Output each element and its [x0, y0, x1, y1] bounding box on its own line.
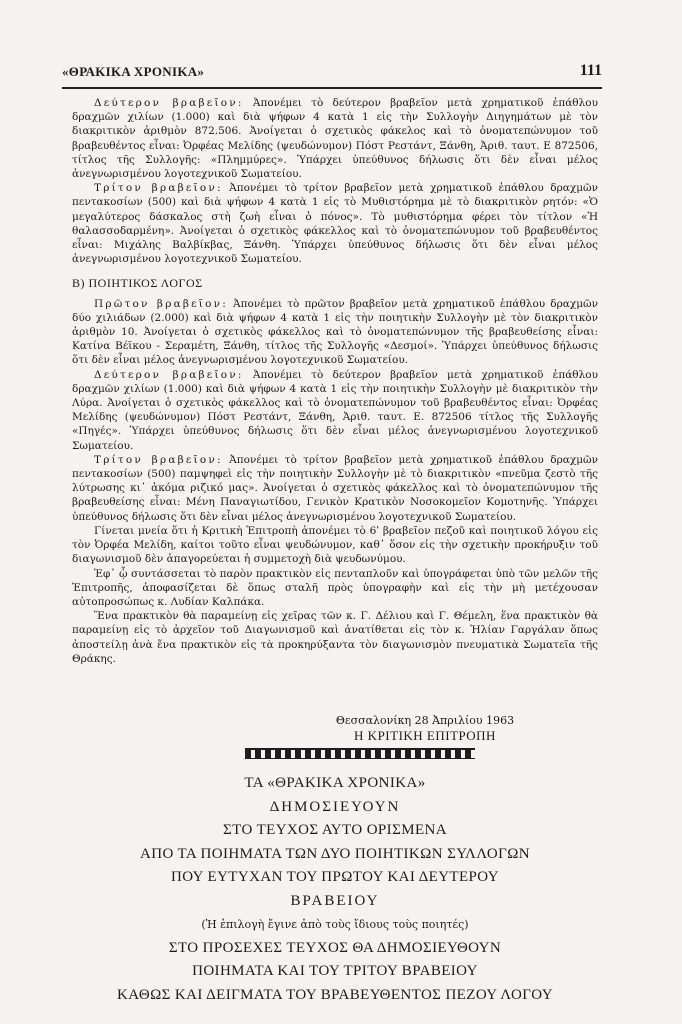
paragraph-pseudonym-note: Γίνεται μνεία ὅτι ἡ Κριτικὴ Ἐπιτροπὴ ἀπονέμει τὸ 6ʹ βραβεῖον πεζοῦ καὶ ποιητικοῦ λόγου εἰς τὸν Ὀρφέα Μελίδη, καίτοι τοῦτο εἶναι ψευδώνυμον, καθ᾽ ὅσον εἰς τὴν σχετικὴν προκήρυξιν τοῦ διαγωνισμοῦ δὲν ἀπαγορεύεται ἡ συμμετοχὴ διὰ ψευδωνύμου. [72, 524, 598, 566]
paragraph-text: Ἀπονέμει τὸ τρίτον βραβεῖον μετὰ χρηματικοῦ ἐπάθλου δραχμῶν πεντακοσίων (500) παμψηφεὶ εἰς τὴν ποιητικὴν Συλλογὴν μὲ τὸ διακριτικὸν «πνεῦμα ζεστὸ τῆς λύτρωσης κι᾽ ἀκόμα ριζικό μας». Ἀνοίγεται ὁ σχετικὸς φάκελλος καὶ τὸ ὀνοματεπώνυμον τῆς βραβευθείσης εἶναι: Μένη Παναγιωτίδου, Γενικὸν Κρατικὸν Νοσοκομεῖον Κομοτηνῆς. Ὑπάρχει ὑπεύθυνος δήλωσις ὅτι δὲν εἶναι μέλος ἀνεγνωρισμένου λογοτεχνικοῦ Σωματείου. [72, 453, 598, 523]
paragraph-third-prize-poetry [72, 453, 598, 524]
page-header [62, 62, 602, 86]
signoff-block [300, 713, 550, 743]
prize-lead: Δεύτερον βραβεῖον: [94, 97, 244, 109]
decorative-divider [245, 748, 475, 759]
committee-name: Η ΚΡΙΤΙΚΗ ΕΠΙΤΡΟΠΗ [354, 728, 496, 743]
announcement-line: ΒΡΑΒΕΙΟΥ [290, 892, 380, 909]
announcement-line: ΤΑ «ΘΡΑΚΙΚΑ ΧΡΟΝΙΚΑ» [244, 775, 426, 791]
paragraph-text: Ἀπονέμει τὸ πρῶτον βραβεῖον μετὰ χρηματικοῦ ἐπάθλου δραχμῶν δύο χιλιάδων (2.000) καὶ διὰ ψήφων 4 κατὰ 1 εἰς τὴν ποιητικὴν Συλλογὴν μὲ τὸν διακριτικὸν ἀριθμὸν 10. Ἀνοίγεται ὁ σχετικὸς φάκελλος καὶ τὸ ὀνοματεπώνυμον τῆς βραβευθείσης εἶναι: Κατίνα Βέϊκου - Σεραμέτη, Ξάνθη, τίτλος τῆς Συλλογῆς «Δεσμοί». Ὑπάρχει ὑπεύθυνος δήλωσις ὅτι δὲν εἶναι μέλος ἀνεγνωρισμένου λογοτεχνικοῦ Σωματείου. [72, 297, 598, 367]
page-number: 111 [579, 62, 602, 79]
announcement-note: (Ἡ ἐπιλογὴ ἔγινε ἀπὸ τοὺς ἴδιους τοὺς ποιητές) [201, 918, 469, 931]
announcement-line: ΚΑΘΩΣ ΚΑΙ ΔΕΙΓΜΑΤΑ ΤΟΥ ΒΡΑΒΕΥΘΕΝΤΟΣ ΠΕΖΟΥ ΛΟΓΟΥ [117, 986, 553, 1003]
prize-lead: Τρίτον βραβεῖον: [94, 182, 223, 195]
paragraph-signing: Ἐφ᾽ ᾧ συντάσσεται τὸ παρὸν πρακτικὸν εἰς πενταπλοῦν καὶ ὑπογράφεται ὑπὸ τῶν μελῶν τῆς Ἐπιτροπῆς, ἀποφασίζεται δὲ ὅπως σταλῆ πρὸς ὑπογραφὴν καὶ εἰς τὴν μὴ μετέχουσαν αὐτοπροσώπως κ. Λυδίαν Καλπάκα. [72, 567, 598, 608]
paragraph-distribution: Ἕνα πρακτικὸν θὰ παραμείνῃ εἰς χεῖρας τῶν κ. Γ. Δέλιου καὶ Γ. Θέμελη, ἕνα πρακτικὸν θὰ παραμείνῃ εἰς τὸ ἀρχεῖον τοῦ Διαγωνισμοῦ καὶ ἀνατίθεται εἰς τὸν κ. Ἡλίαν Γαργάλαν ὅπως ἀποστείλῃ ἀνὰ ἕνα πρακτικὸν εἰς τὰ προκηρύξαντα τὸν διαγωνισμὸν πνευματικὰ Σωματεῖα τῆς Θράκης. [72, 610, 598, 665]
announcement-line: ΠΟΥ ΕΥΤΥΧΑΝ ΤΟΥ ΠΡΩΤΟΥ ΚΑΙ ΔΕΥΤΕΡΟΥ [170, 869, 500, 885]
paragraph-first-prize-poetry [72, 297, 598, 368]
prize-lead: Τρίτον βραβεῖον: [94, 453, 223, 466]
prize-lead: Δεύτερον βραβεῖον: [94, 368, 244, 381]
paragraph-third-prize-prose [72, 181, 598, 266]
prize-lead: Πρῶτον βραβεῖον: [94, 297, 228, 310]
journal-title: «ΘΡΑΚΙΚΑ ΧΡΟΝΙΚΑ» [62, 64, 205, 79]
announcement-line: ΣΤΟ ΤΕΥΧΟΣ ΑΥΤΟ ΟΡΙΣΜΕΝΑ [223, 822, 447, 838]
announcement-line: ΣΤΟ ΠΡΟΣΕΧΕΣ ΤΕΥΧΟΣ ΘΑ ΔΗΜΟΣΙΕΥΘΟΥΝ [168, 939, 502, 956]
announcement-block [72, 772, 598, 1007]
header-rule [62, 87, 602, 89]
announcement-line: ΑΠΟ ΤΑ ΠΟΙΗΜΑΤΑ ΤΩΝ ΔΥΟ ΠΟΙΗΤΙΚΩΝ ΣΥΛΛΟΓΩΝ [139, 845, 531, 862]
announcement-line: ΠΟΙΗΜΑΤΑ ΚΑΙ ΤΟΥ ΤΡΙΤΟΥ ΒΡΑΒΕΙΟΥ [192, 963, 478, 979]
announcement-line: ΔΗΜΟΣΙΕΥΟΥΝ [269, 798, 401, 815]
paragraph-second-prize-prose [72, 96, 598, 181]
place-date: Θεσσαλονίκη 28 Ἀπριλίου 1963 [335, 714, 515, 727]
paragraph-text: Ἀπονέμει τὸ τρίτον βραβεῖον μετὰ χρηματικοῦ ἐπάθλου δραχμῶν πεντακοσίων (500) καὶ διὰ ψήφων 4 κατὰ 1 εἰς τὸ Μυθιστόρημα μὲ τὸ διακριτικὸν ρητόν: «Ὁ μεγαλύτερος δάσκαλος στὴ ζωὴ εἶναι ὁ πόνος». Τὸ μυθιστόρημα φέρει τὸν τίτλον «Ἡ θαλασσοδαρμένη». Ἀνοίγεται ὁ σχετικὸς φάκελλος καὶ τὸ ὀνοματεπώνυμον τοῦ βραβευθέντος εἶναι: Μιχάλης Βαλβίκβας, Ξάνθη. Ὑπάρχει ὑπεύθυνος δήλωσις ὅτι δὲν εἶναι μέλος ἀνεγνωρισμένου λογοτεχνικοῦ Σωματείου. [72, 182, 598, 266]
section-heading-poetry: Β) ΠΟΙΗΤΙΚΟΣ ΛΟΓΟΣ [72, 276, 203, 291]
minutes-text [72, 96, 598, 666]
paragraph-second-prize-poetry [72, 368, 598, 453]
paragraph-text: Ἀπονέμει τὸ δεύτερον βραβεῖον μετὰ χρηματικοῦ ἐπάθλου δραχμῶν χιλίων (1.000) καὶ διὰ ψήφων 4 κατὰ 1 εἰς τὴν Συλλογὴν Διηγημάτων μὲ τὸν διακριτικὸν ἀριθμὸν 872.506. Ἀνοίγεται ὁ σχετικὸς φάκελος καὶ τὸ ὀνοματεπώνυμον τοῦ βραβευθέντος εἶναι: Ὀρφέας Μελίδης (ψευδώνυμον) Πόστ Ρεστάντ, Ξάνθη, Ἀριθ. ταυτ. Ε 872506, τίτλος τῆς Συλλογῆς: «Πλημμύρες». Ὑπάρχει ὑπεύθυνος δήλωσις ὅτι δὲν εἶναι μέλος ἀνεγνωρισμένου λογοτεχνικοῦ Σωματείου. [72, 97, 598, 181]
paragraph-text: Ἀπονέμει τὸ δεύτερον βραβεῖον μετὰ χρηματικοῦ ἐπάθλου δραχμῶν χιλίων (1.000) καὶ διὰ ψήφων 4 κατὰ 1 εἰς τὴν ποιητικὴν Συλλογὴν μὲ διακριτικὸν τὴν Λύρα. Ἀνοίγεται ὁ σχετικὸς φάκελλος καὶ τὸ ὀνοματεπώνυμον τοῦ βραβευθέντος εἶναι: Ὀρφέας Μελίδης (ψευδώνυμον) Πόστ Ρεστάντ, Ξάνθη, Ἀριθ. ταυτ. Ε. 872506 τίτλος τῆς Συλλογῆς «Πηγές». Ὑπάρχει ὑπεύθυνος δήλωσις ὅτι δὲν εἶναι μέλος ἀνεγνωρισμένου λογοτεχνικοῦ Σωματείου. [72, 368, 598, 452]
